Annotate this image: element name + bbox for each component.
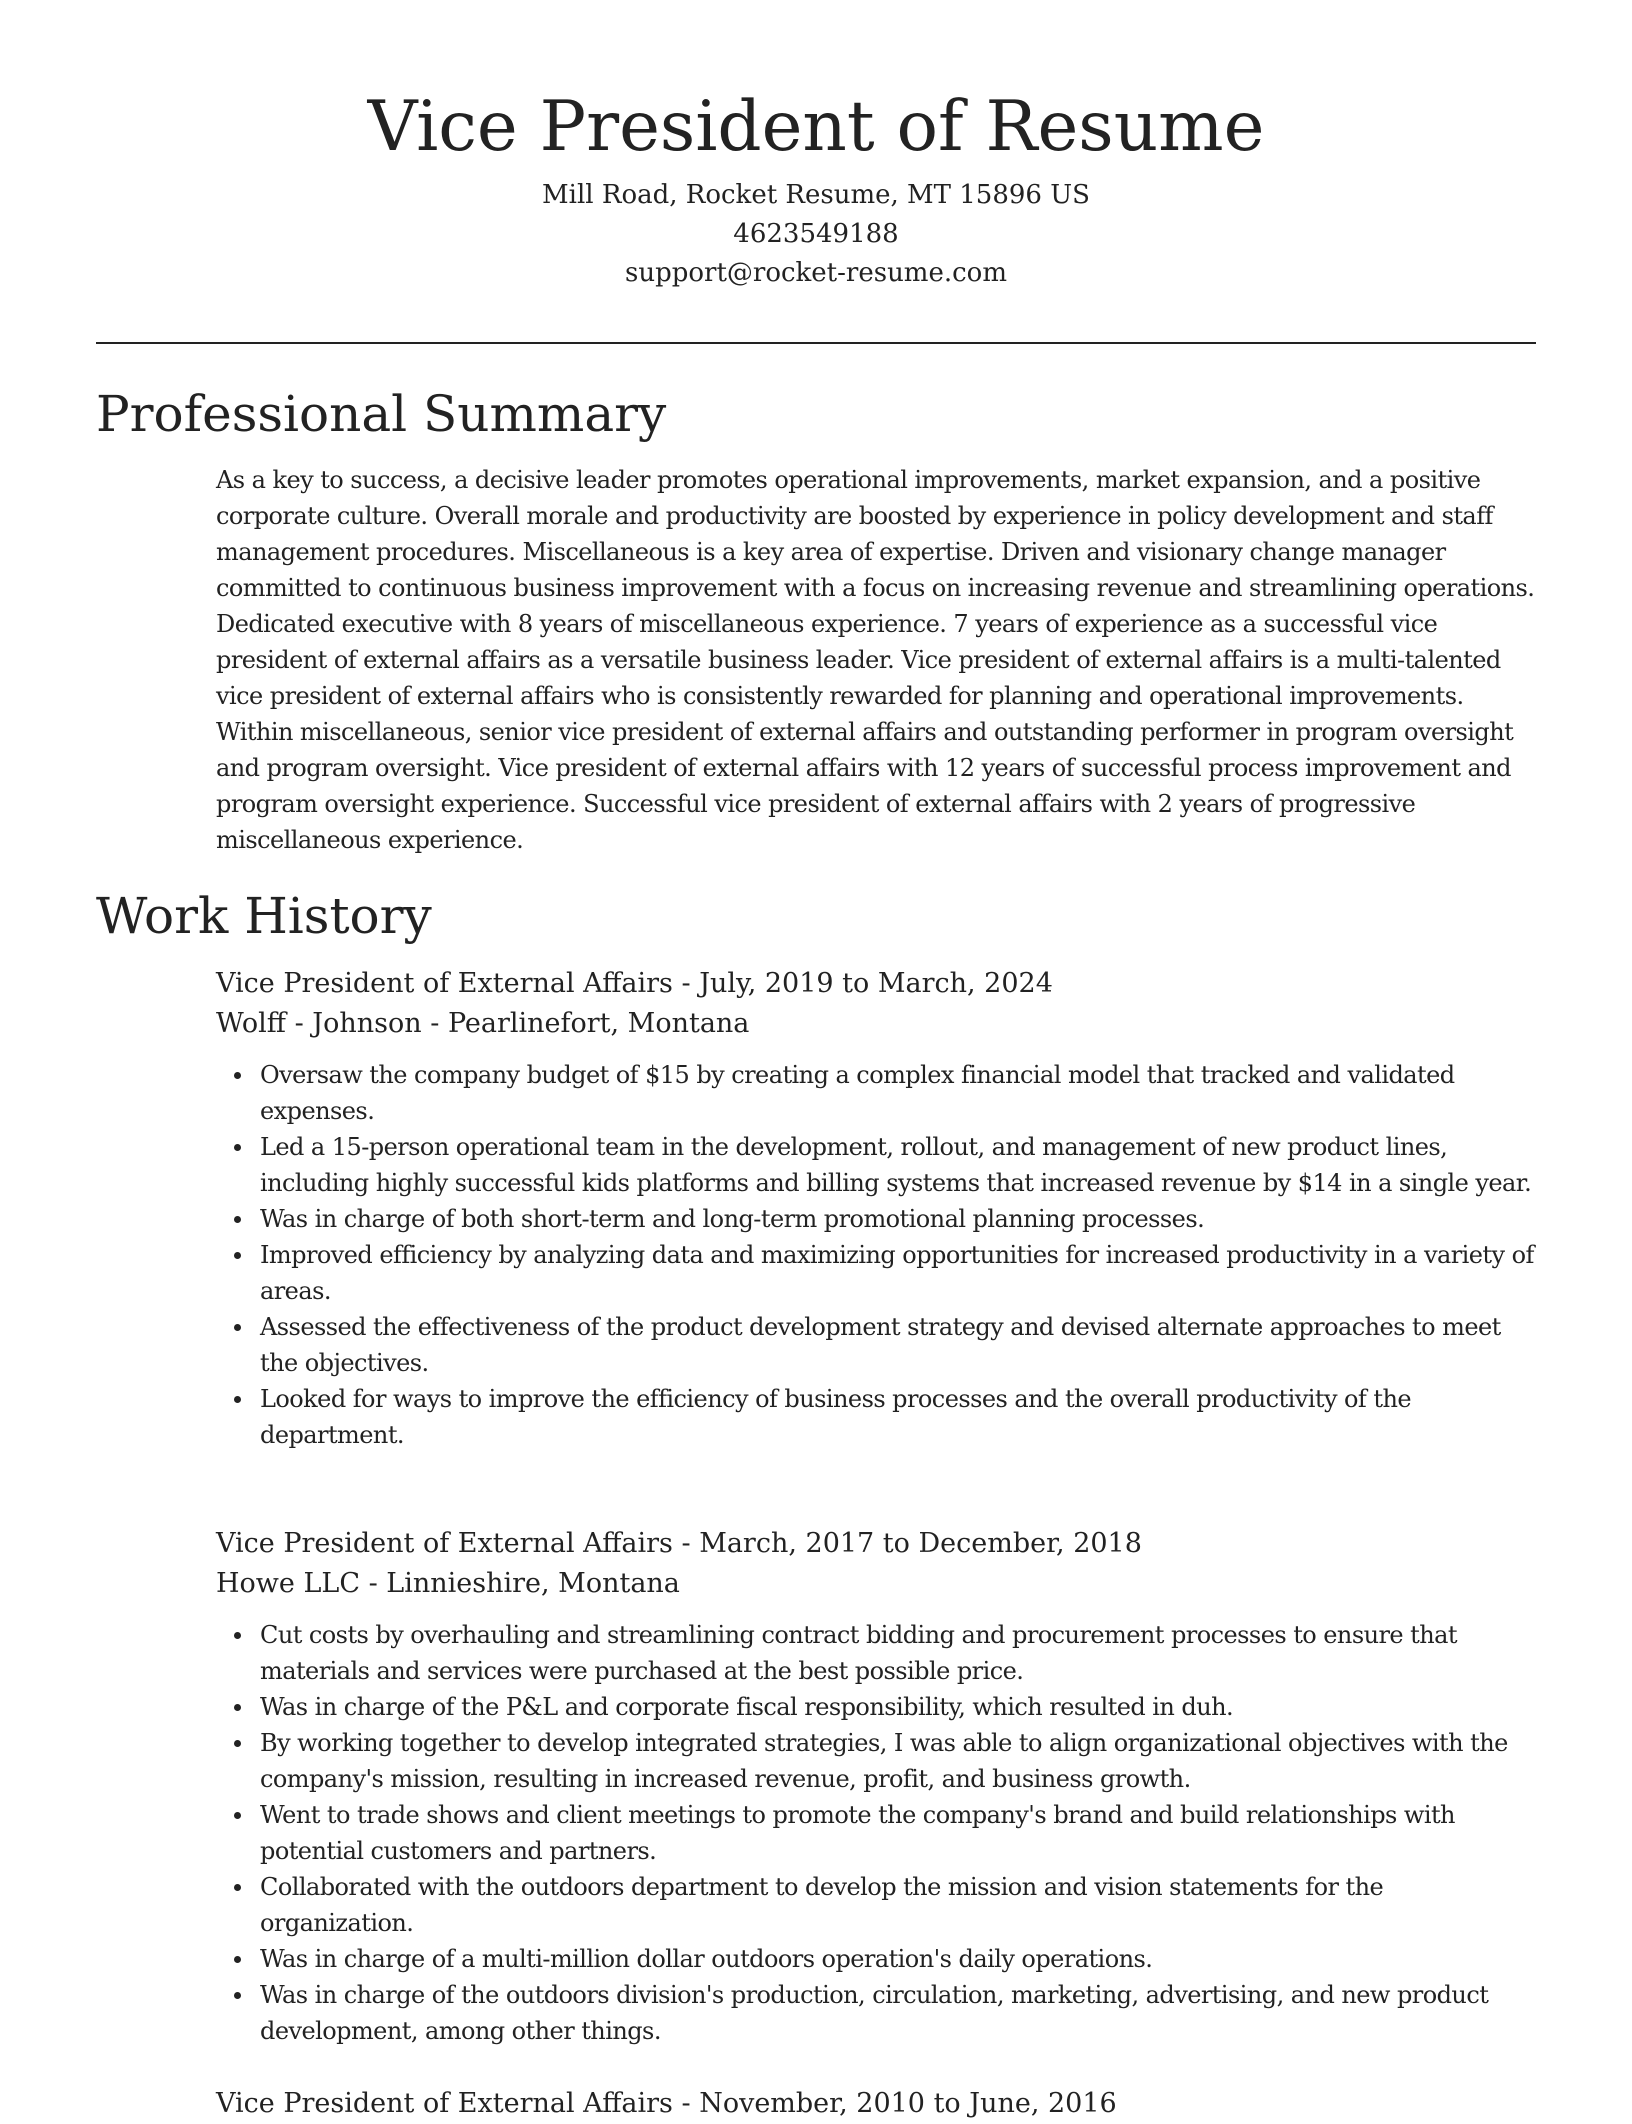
job-separator: - [672, 968, 700, 999]
list-item: Was in charge of a multi-million dollar outdoors operation's daily operations. [260, 1941, 1536, 1977]
job-title: Vice President of External Affairs [216, 2088, 673, 2119]
job-entry [216, 2084, 1536, 2124]
list-item: Cut costs by overhauling and streamlining contract bidding and procurement processes to ensure that materials and services were purchased at the best possible price. [260, 1617, 1536, 1689]
job-company-line [216, 1564, 1536, 1604]
list-item: Was in charge of both short-term and long-term promotional planning processes. [260, 1201, 1536, 1237]
list-item: By working together to develop integrated strategies, I was able to align organizational objectives with the company's mission, resulting in increased revenue, profit, and business growth. [260, 1725, 1536, 1797]
contact-address: Mill Road, Rocket Resume, MT 15896 US [542, 180, 1090, 210]
header-divider [96, 342, 1536, 344]
contact-phone: 4623549188 [733, 219, 899, 249]
job-dates: July, 2019 to March, 2024 [699, 968, 1053, 999]
job-location: Pearlinefort, Montana [447, 1008, 750, 1039]
candidate-name: Vice President of Resume [367, 87, 1265, 167]
job-bullet-list [216, 1617, 1536, 2049]
summary-text: As a key to success, a decisive leader promotes operational improvements, market expansion, and a positive corporate culture. Overall morale and productivity are boosted by experience in policy development and staff management procedures. Miscellaneous is a key area of expertise. Driven and visionary change manager committed to continuous business improvement with a focus on increasing revenue and streamlining operations. Dedicated executive with 8 years of miscellaneous experience. 7 years of experience as a successful vice president of external affairs as a versatile business leader. Vice president of external affairs is a multi-talented vice president of external affairs who is consistently rewarded for planning and operational improvements. Within miscellaneous, senior vice president of external affairs and outstanding performer in program oversight and program oversight. Vice president of external affairs with 12 years of successful process improvement and program oversight experience. Successful vice president of external affairs with 2 years of progressive miscellaneous experience. [216, 466, 1535, 854]
list-item: Went to trade shows and client meetings to promote the company's brand and build relationships with potential customers and partners. [260, 1797, 1536, 1869]
work-history-heading: Work History [96, 887, 432, 945]
job-company: Howe LLC [216, 1568, 360, 1599]
job-entry [216, 964, 1536, 1453]
job-separator: - [672, 1528, 700, 1559]
job-title-line [216, 964, 1536, 1004]
job-title: Vice President of External Affairs [216, 968, 673, 999]
contact-email: support@rocket-resume.com [624, 258, 1007, 288]
job-title-line [216, 2084, 1536, 2124]
job-dates: March, 2017 to December, 2018 [699, 1528, 1142, 1559]
list-item: Improved efficiency by analyzing data and maximizing opportunities for increased productivity in a variety of areas. [260, 1237, 1536, 1309]
contact-info [0, 176, 1632, 293]
list-item: Was in charge of the outdoors division's production, circulation, marketing, advertising, and new product development, among other things. [260, 1977, 1536, 2049]
job-location: Linnieshire, Montana [386, 1568, 680, 1599]
job-title: Vice President of External Affairs [216, 1528, 673, 1559]
list-item: Led a 15-person operational team in the development, rollout, and management of new product lines, including highly successful kids platforms and billing systems that increased revenue by $14 in a single year. [260, 1129, 1536, 1201]
job-dates: November, 2010 to June, 2016 [699, 2088, 1117, 2119]
list-item: Was in charge of the P&L and corporate fiscal responsibility, which resulted in duh. [260, 1689, 1536, 1725]
resume-header [0, 84, 1632, 293]
job-title-line [216, 1524, 1536, 1564]
summary-heading: Professional Summary [96, 385, 667, 443]
job-separator: - [421, 1008, 448, 1039]
job-company-line [216, 1004, 1536, 1044]
job-entry [216, 1524, 1536, 2049]
job-separator: - [672, 2088, 700, 2119]
job-company: Wolff - Johnson [216, 1008, 422, 1039]
list-item: Oversaw the company budget of $15 by creating a complex financial model that tracked and validated expenses. [260, 1057, 1536, 1129]
list-item: Assessed the effectiveness of the product development strategy and devised alternate approaches to meet the objectives. [260, 1309, 1536, 1381]
list-item: Collaborated with the outdoors department to develop the mission and vision statements for the organization. [260, 1869, 1536, 1941]
job-bullet-list [216, 1057, 1536, 1453]
job-separator: - [360, 1568, 387, 1599]
list-item: Looked for ways to improve the efficiency of business processes and the overall productivity of the department. [260, 1381, 1536, 1453]
